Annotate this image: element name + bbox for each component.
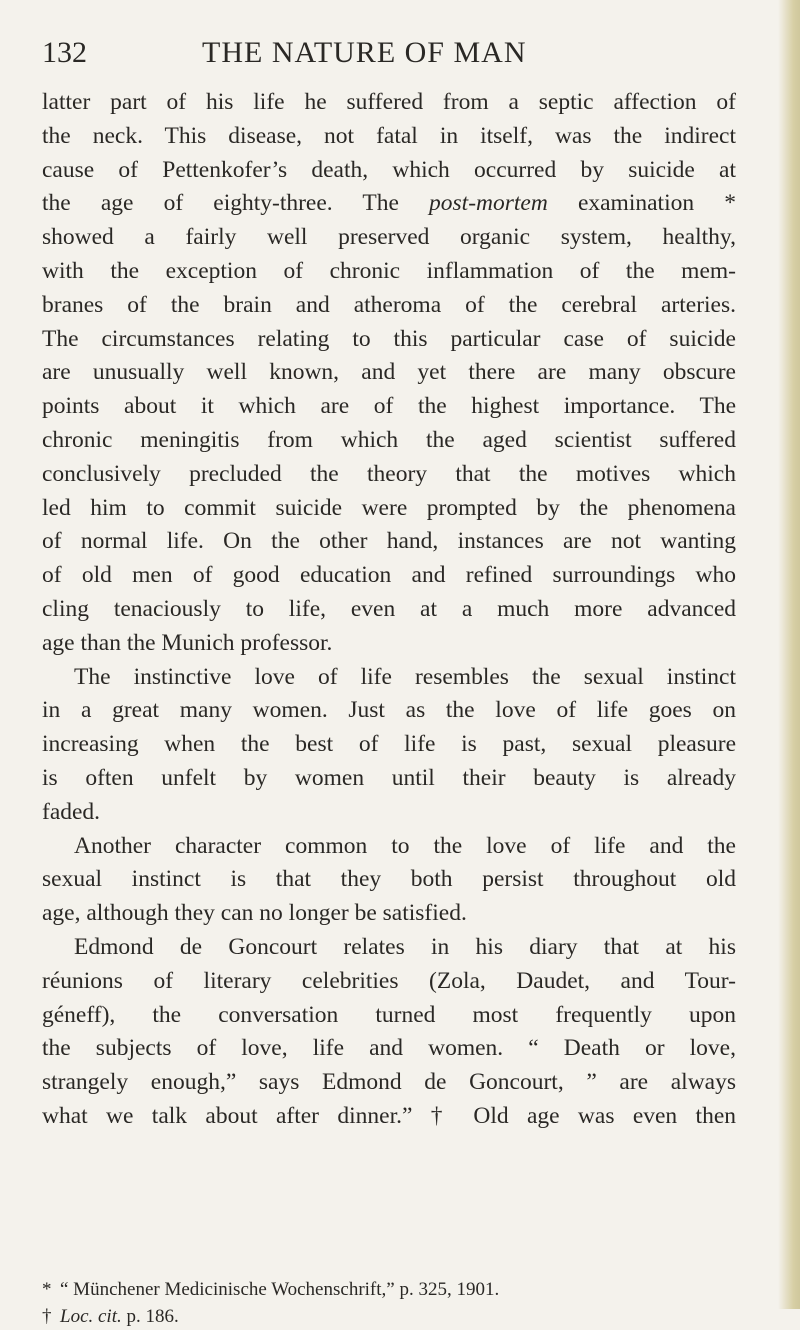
text-line: of old men of good education and refined surroundings who: [42, 562, 736, 589]
footnotes: [42, 1276, 736, 1330]
text-line: sexual instinct is that they both persist throughout old: [42, 866, 736, 893]
text-line: branes of the brain and atheroma of the cerebral arteries.: [42, 291, 736, 318]
text-line: cause of Pettenkofer’s death, which occurred by suicide at: [42, 156, 736, 183]
footnote: [42, 1303, 736, 1330]
page-number: 132: [42, 36, 87, 69]
body-text: [42, 86, 736, 1134]
footnote-text: Loc. cit. p. 186.: [60, 1306, 179, 1327]
footnote-text: “ Münchener Medicinische Wochenschrift,” p. 325, 1901.: [60, 1279, 500, 1300]
text-line: chronic meningitis from which the aged scientist suffered: [42, 426, 736, 453]
text-line: the age of eighty-three. The post-mortem examination *: [42, 190, 736, 217]
text-line: conclusively precluded the theory that the motives which: [42, 460, 736, 487]
text-line: the neck. This disease, not fatal in itself, was the indirect: [42, 122, 736, 149]
text-line: is often unfelt by women until their beauty is already: [42, 764, 736, 791]
text-line: increasing when the best of life is past, sexual pleasure: [42, 731, 736, 758]
text-line: led him to commit suicide were prompted by the phenomena: [42, 494, 736, 521]
page-header: [42, 36, 742, 76]
text-line: the subjects of love, life and women. “ Death or love,: [42, 1035, 736, 1062]
text-line: The instinctive love of life resembles the sexual instinct: [74, 663, 736, 690]
footnote-mark: †: [42, 1306, 52, 1327]
text-line: what we talk about after dinner.” † Old age was even then: [42, 1102, 736, 1129]
text-line: with the exception of chronic inflammation of the mem-: [42, 257, 736, 284]
text-line: of normal life. On the other hand, instances are not wanting: [42, 528, 736, 555]
footnote-mark: *: [42, 1279, 52, 1300]
text-line: cling tenaciously to life, even at a much more advanced: [42, 595, 736, 622]
footnote: [42, 1276, 736, 1303]
text-line: strangely enough,” says Edmond de Goncourt, ” are always: [42, 1069, 736, 1096]
text-line: faded.: [42, 798, 101, 825]
page-edge-shadow: [778, 0, 800, 1309]
text-line: latter part of his life he suffered from a septic affection of: [42, 89, 736, 115]
running-head: THE NATURE OF MAN: [202, 36, 527, 69]
text-line: age, although they can no longer be satisfied.: [42, 900, 467, 927]
text-line: showed a fairly well preserved organic system, healthy,: [42, 224, 736, 251]
text-line: are unusually well known, and yet there are many obscure: [42, 359, 736, 386]
text-line: points about it which are of the highest importance. The: [42, 393, 736, 420]
text-line: age than the Munich professor.: [42, 629, 333, 656]
text-line: in a great many women. Just as the love of life goes on: [42, 697, 736, 724]
text-line: géneff), the conversation turned most frequently upon: [42, 1001, 736, 1028]
text-line: Another character common to the love of life and the: [74, 832, 736, 859]
text-line: Edmond de Goncourt relates in his diary that at his: [74, 933, 736, 960]
text-line: réunions of literary celebrities (Zola, Daudet, and Tour-: [42, 967, 736, 994]
text-line: The circumstances relating to this particular case of suicide: [42, 325, 736, 352]
